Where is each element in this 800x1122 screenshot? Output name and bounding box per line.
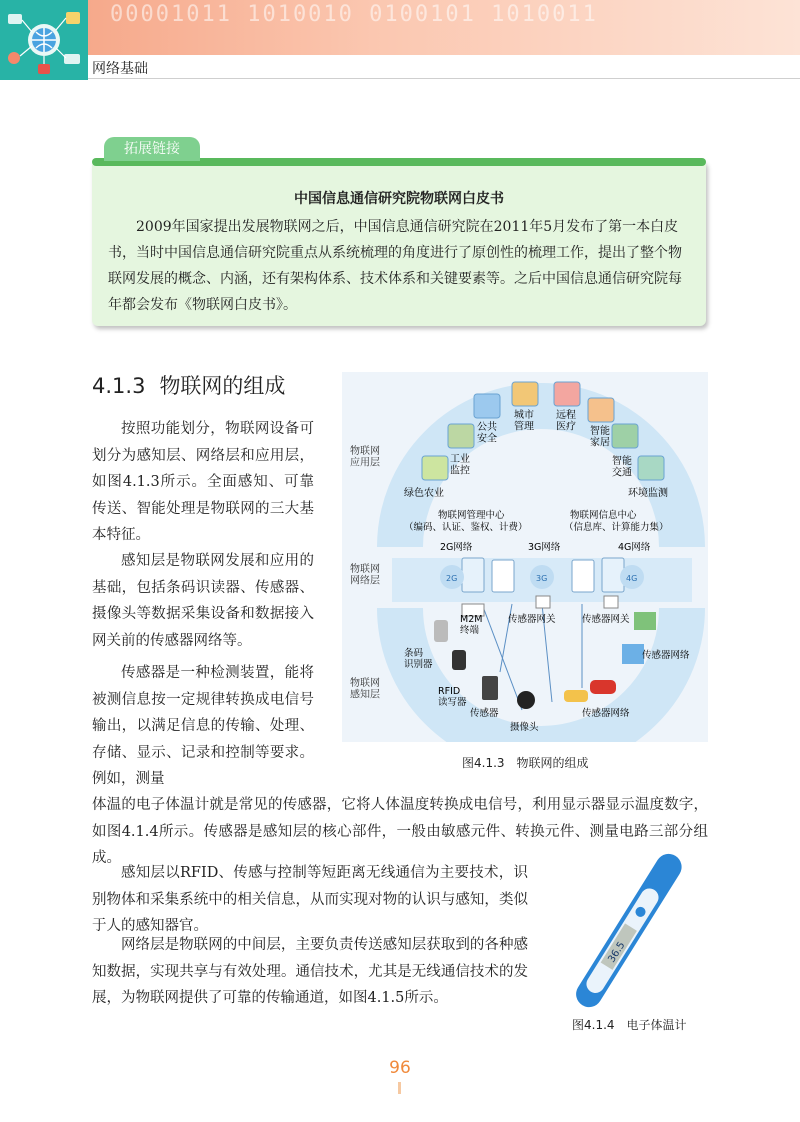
m2m-terminal-label: M2M 终端 xyxy=(460,614,483,636)
sensor-label: 传感器 xyxy=(470,708,499,719)
app-label: 工业监控 xyxy=(450,454,470,477)
header-title: 网络基础 xyxy=(92,61,148,77)
paragraph-sensor-b: 体温的电子体温计就是常见的传感器，它将人体温度转换成电信号，利用显示器显示温度数字，如图4.1.4所示。传感器是感知层的核心部件，一般由敏感元件、转换元件、测量电路三部分组成。 xyxy=(92,797,708,866)
page-number: 96 xyxy=(389,1058,411,1078)
paragraph-perception: 感知层是物联网发展和应用的基础，包括条码识读器、传感器、摄像头等数据采集设备和数据接入网关前的传感器网络等。 xyxy=(92,553,314,649)
network-3g-label: 3G网络 xyxy=(528,542,561,553)
page-header xyxy=(0,0,800,80)
app-label: 智能交通 xyxy=(612,456,632,479)
app-label: 智能家居 xyxy=(590,426,610,449)
extension-text: 2009年国家提出发展物联网之后，中国信息通信研究院在2011年5月发布了第一本白皮书，当时中国信息通信研究院重点从系统梳理的角度进行了原创性的梳理工作，提出了整个物联网发展的概念、内涵，还有架构体系、技术体系和关键要素等。之后中国信息通信研究院每年都会发布《物联网白皮书》。 xyxy=(108,219,682,313)
paragraph-layers: 按照功能划分，物联网设备可划分为感知层、网络层和应用层，如图4.1.3所示。全面感知、可靠传送、智能处理是物联网的三大基本特征。 xyxy=(92,421,314,543)
header-divider xyxy=(88,78,800,79)
sensor-network-label: 传感器网络 xyxy=(642,650,690,661)
camera-label: 摄像头 xyxy=(510,722,539,733)
network-3g-icon: 3G xyxy=(536,574,548,583)
figure-413-caption: 图4.1.3 物联网的组成 xyxy=(462,756,589,770)
sensor-network-label: 传感器网络 xyxy=(582,708,630,719)
mgmt-center-label: 物联网管理中心 xyxy=(438,510,505,521)
section-heading xyxy=(92,370,285,400)
sensor-gateway-label: 传感器网关 xyxy=(582,614,630,625)
header-binary-decoration: 00001011 1010010 0100101 1010011 xyxy=(110,2,598,27)
layer-label-app: 物联网应用层 xyxy=(350,446,380,469)
iot-architecture-diagram xyxy=(342,372,708,742)
app-label: 城市管理 xyxy=(514,410,534,433)
figure-414-caption: 图4.1.4 电子体温计 xyxy=(572,1018,687,1032)
thermometer-display: 36.5 xyxy=(606,940,628,965)
page-number-marker xyxy=(398,1082,401,1094)
layer-label-net: 物联网网络层 xyxy=(350,564,380,587)
barcode-reader-label: 条码识别器 xyxy=(404,648,433,670)
network-globe-icon xyxy=(0,0,88,80)
extension-tab: 拓展链接 xyxy=(104,137,200,161)
network-4g-icon: 4G xyxy=(626,574,638,583)
network-4g-label: 4G网络 xyxy=(618,542,651,553)
app-label: 绿色农业 xyxy=(404,488,444,499)
info-center-label: 物联网信息中心 xyxy=(570,510,637,521)
mgmt-center-sub: （编码、认证、鉴权、计费） xyxy=(404,522,528,533)
sensor-gateway-label: 传感器网关 xyxy=(508,614,556,625)
extension-title: 中国信息通信研究院物联网白皮书 xyxy=(294,191,504,207)
section-number: 4.1.3 xyxy=(92,374,146,398)
app-label: 远程医疗 xyxy=(556,410,576,433)
network-2g-icon: 2G xyxy=(446,574,458,583)
thermometer-figure xyxy=(546,852,710,1008)
paragraph-network-layer: 网络层是物联网的中间层，主要负责传送感知层获取到的各种感知数据，实现共享与有效处理。通信技术，尤其是无线通信技术的发展，为物联网提供了可靠的传输通道，如图4.1.5所示。 xyxy=(92,937,528,1006)
network-2g-label: 2G网络 xyxy=(440,542,473,553)
paragraph-sensor-a: 传感器是一种检测装置，能将被测信息按一定规律转换成电信号输出，以满足信息的传输、处理、存储、显示、记录和控制等要求。例如，测量 xyxy=(92,665,314,787)
app-label: 公共安全 xyxy=(477,422,497,445)
paragraph-perception-tech: 感知层以RFID、传感与控制等短距离无线通信为主要技术，识别物体和采集系统中的相关信息，从而实现对物的认识与感知，类似于人的感知器官。 xyxy=(92,865,528,934)
layer-label-sense: 物联网感知层 xyxy=(350,678,380,701)
app-label: 环境监测 xyxy=(628,488,668,499)
rfid-reader-label: RFID 读写器 xyxy=(438,686,467,708)
info-center-sub: （信息库、计算能力集） xyxy=(564,522,669,533)
section-title: 物联网的组成 xyxy=(159,374,286,398)
